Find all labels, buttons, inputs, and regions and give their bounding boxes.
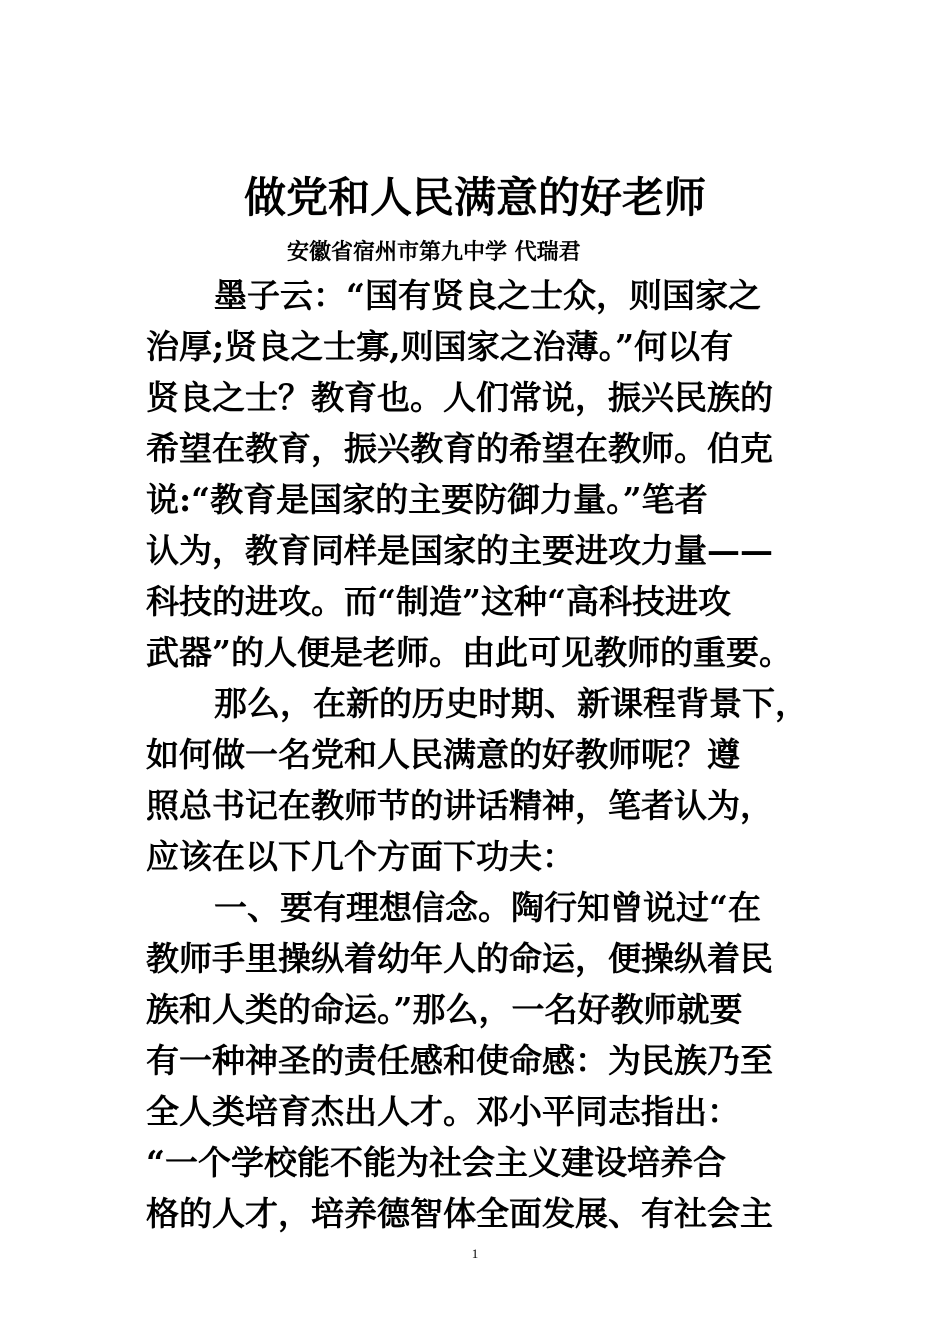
- body-line: “一个学校能不能为社会主义建设培养合: [146, 1143, 726, 1182]
- body-line: 科技的进攻。而“制造”这种“高科技进攻: [146, 582, 731, 621]
- body-line: 格的人才，培养德智体全面发展、有社会主: [146, 1194, 773, 1233]
- body-line: 说:“教育是国家的主要防御力量。”笔者: [146, 480, 708, 519]
- body-line: 一、要有理想信念。陶行知曾说过“在: [214, 888, 761, 927]
- body-line: 全人类培育杰出人才。邓小平同志指出：: [146, 1092, 740, 1131]
- body-line: 墨子云：“国有贤良之士众，则国家之: [214, 276, 761, 315]
- body-line: 教师手里操纵着幼年人的命运，便操纵着民: [146, 939, 773, 978]
- page-number: 1: [471, 1246, 479, 1261]
- body-text: [146, 270, 836, 1239]
- body-line: 希望在教育，振兴教育的希望在教师。伯克: [146, 429, 773, 468]
- author-line: 安徽省宿州市第九中学 代瑞君: [287, 239, 581, 265]
- document-title: 做党和人民满意的好老师: [243, 173, 706, 222]
- body-line: 应该在以下几个方面下功夫：: [146, 837, 575, 876]
- body-line: 贤良之士？教育也。人们常说，振兴民族的: [146, 378, 773, 417]
- body-line: 如何做一名党和人民满意的好教师呢？遵: [146, 735, 740, 774]
- body-line: 武器”的人便是老师。由此可见教师的重要。: [146, 633, 792, 672]
- body-line: 那么，在新的历史时期、新课程背景下，: [214, 684, 808, 723]
- body-line: 有一种神圣的责任感和使命感：为民族乃至: [146, 1041, 773, 1080]
- body-line: 照总书记在教师节的讲话精神，笔者认为，: [146, 786, 773, 825]
- body-line: 族和人类的命运。”那么，一名好教师就要: [146, 990, 743, 1029]
- body-line: 治厚;贤良之士寡,则国家之治薄。”何以有: [146, 327, 734, 366]
- body-line: 认为，教育同样是国家的主要进攻力量——: [146, 531, 773, 570]
